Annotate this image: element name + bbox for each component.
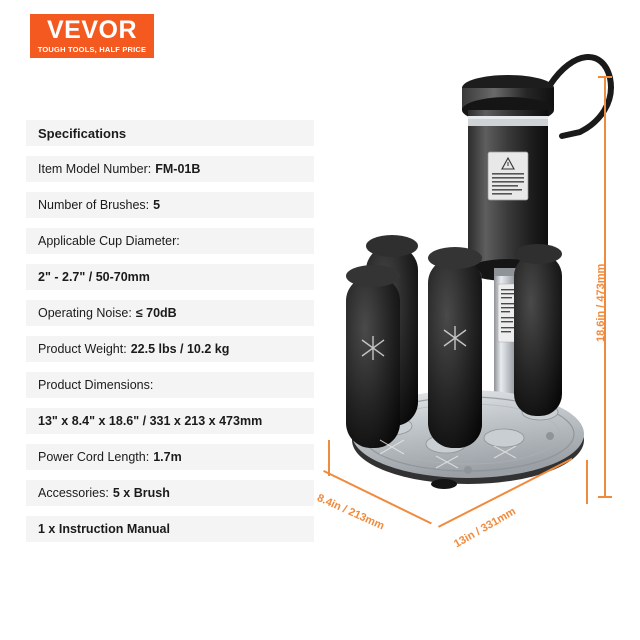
brand-name: VEVOR (46, 16, 138, 45)
product-image (315, 40, 618, 560)
spec-value: 5 x Brush (112, 486, 170, 500)
product-illustration (318, 40, 618, 560)
specifications-title: Specifications (38, 125, 127, 141)
spec-row (26, 300, 314, 326)
brand-logo (30, 14, 154, 58)
spec-value: FM-01B (155, 162, 201, 176)
corner-guide-right (586, 460, 588, 504)
spec-value: ≤ 70dB (135, 306, 177, 320)
spec-label: Applicable Cup Diameter: (38, 234, 180, 248)
spec-value: 1.7m (153, 450, 182, 464)
spec-row (26, 444, 314, 470)
spec-label: 2" - 2.7" / 50-70mm (38, 270, 150, 284)
spec-label: 1 x Instruction Manual (38, 522, 170, 536)
spec-row (26, 156, 314, 182)
spec-label: Product Dimensions: (38, 378, 154, 392)
width-dim-label: 13in / 331mm (452, 505, 518, 551)
spec-row (26, 336, 314, 362)
spec-value: 5 (153, 198, 161, 212)
height-dim-label: 18.6in / 473mm (595, 263, 607, 342)
height-dim-tick-bottom (598, 496, 612, 498)
corner-guide-left (328, 440, 330, 476)
height-dim-tick-top (598, 76, 612, 78)
spec-label: 13" x 8.4" x 18.6" / 331 x 213 x 473mm (38, 414, 263, 428)
spec-label: Accessories: (38, 486, 109, 500)
spec-label: Item Model Number: (38, 162, 152, 176)
spec-row (26, 264, 314, 290)
spec-label: Operating Noise: (38, 306, 132, 320)
spec-label: Power Cord Length: (38, 450, 150, 464)
spec-row (26, 228, 314, 254)
spec-row (26, 480, 314, 506)
spec-value: 22.5 lbs / 10.2 kg (130, 342, 230, 356)
specifications-list (26, 120, 314, 552)
spec-row (26, 408, 314, 434)
brand-tagline: TOUGH TOOLS, HALF PRICE (37, 45, 147, 55)
spec-row (26, 516, 314, 542)
depth-dim-label: 8.4in / 213mm (315, 492, 386, 533)
spec-label: Number of Brushes: (38, 198, 150, 212)
specifications-title-row (26, 120, 314, 146)
spec-label: Product Weight: (38, 342, 127, 356)
spec-row (26, 372, 314, 398)
spec-row (26, 192, 314, 218)
